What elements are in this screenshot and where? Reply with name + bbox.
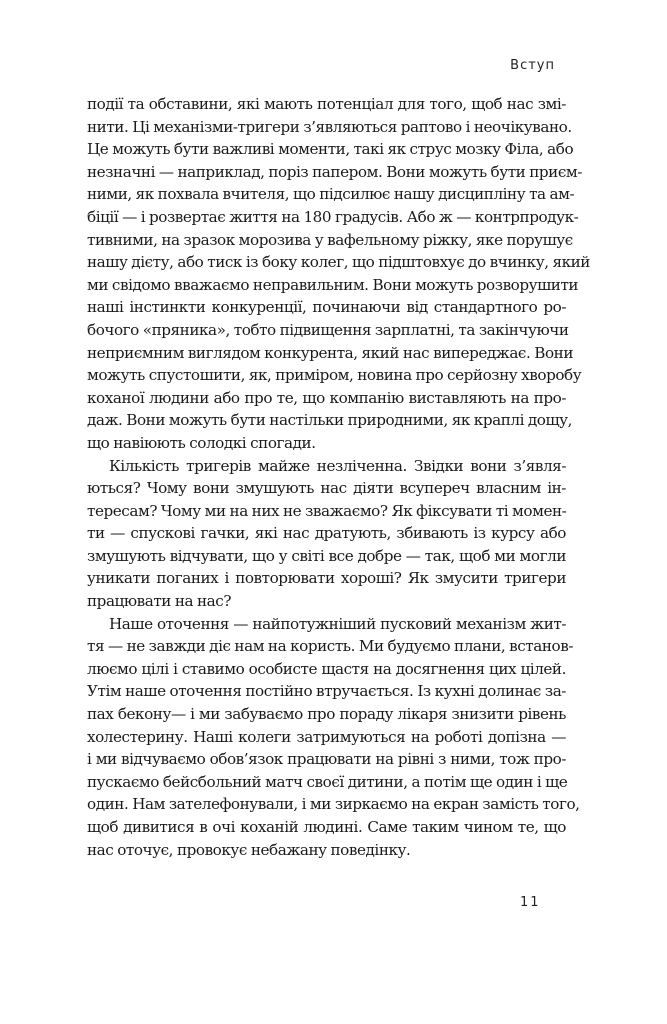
text-line: коханої людини або про те, що компанію виставляють на про- — [87, 388, 566, 407]
text-line: холестерину. Наші колеги затримуються на роботі допізна — — [87, 727, 566, 746]
text-line: події та обставини, які мають потенціал для того, щоб нас змі- — [87, 95, 566, 113]
text-line: тя — не завжди діє нам на користь. Ми будуємо плани, встанов- — [87, 637, 573, 656]
text-line: біції — і розвертає життя на 180 градусів. Або ж — контрпродук- — [87, 207, 579, 226]
text-line: ти — спускові гачки, які нас дратують, збивають із курсу або — [87, 524, 566, 543]
text-line: працювати на нас? — [87, 592, 232, 611]
text-line: Кількість тригерів майже незліченна. Звідки вони з’явля- — [109, 456, 566, 475]
text-line: пускаємо бейсбольний матч своєї дитини, а потім ще один і ще — [87, 772, 568, 791]
paragraph-3 — [87, 613, 580, 862]
text-line: даж. Вони можуть бути настільки природними, як краплі дощу, — [87, 411, 572, 430]
text-line: Утім наше оточення постійно втручається. Із кухні долинає за- — [87, 682, 566, 701]
running-head: Вступ — [510, 58, 555, 73]
text-line: нас оточує, провокує небажану поведінку. — [87, 840, 411, 859]
text-line: люємо цілі і ставимо особисте щастя на досягнення цих цілей. — [87, 659, 566, 678]
text-line: змушують відчувати, що у світі все добре — так, щоб ми могли — [87, 546, 566, 565]
text-line: можуть спустошити, як, приміром, новина про серйозну хворобу — [87, 366, 582, 385]
paragraph-1 — [87, 93, 590, 455]
text-line: неприємним виглядом конкурента, який нас випереджає. Вони — [87, 343, 573, 362]
text-line: один. Нам зателефонували, і ми зиркаємо на екран замість того, — [87, 795, 580, 814]
text-line: уникати поганих і повторювати хороші? Як змусити тригери — [87, 569, 566, 588]
text-line: щоб дивитися в очі коханій людині. Саме таким чином те, що — [87, 818, 566, 836]
text-line: Це можуть бути важливі моменти, такі як струс мозку Філа, або — [87, 140, 574, 159]
page-number: 11 — [520, 895, 541, 910]
paragraph-2 — [87, 455, 566, 613]
text-line: пах бекону— і ми забуваємо про пораду лікаря знизити рівень — [87, 705, 566, 724]
text-line: бочого «пряника», тобто підвищення зарплатні, та закінчуючи — [87, 320, 569, 339]
text-line: нашу дієту, або тиск із боку колег, що підштовхує до вчинку, який — [87, 253, 590, 272]
body-text — [87, 93, 590, 861]
text-line: Наше оточення — найпотужніший пусковий механізм жит- — [109, 614, 566, 633]
text-line: нити. Ці механізми-тригери з’являються раптово і неочікувано. — [87, 117, 572, 136]
text-line: ми свідомо вважаємо неправильним. Вони можуть розворушити — [87, 275, 579, 294]
text-line: що навіюють солодкі спогади. — [87, 433, 316, 452]
text-line: незначні — наприклад, поріз папером. Вони можуть бути приєм- — [87, 162, 582, 181]
text-line: ються? Чому вони змушують нас діяти всупереч власним ін- — [87, 479, 566, 498]
text-line: тивними, на зразок морозива у вафельному ріжку, яке порушує — [87, 230, 573, 249]
text-line: і ми відчуваємо обов’язок працювати на рівні з ними, тож про- — [87, 750, 566, 769]
text-line: тересам? Чому ми на них не зважаємо? Як фіксувати ті момен- — [87, 501, 567, 520]
text-line: ними, як похвала вчителя, що підсилює нашу дисципліну та ам- — [87, 185, 575, 204]
text-line: наші інстинкти конкуренції, починаючи від стандартного ро- — [87, 298, 566, 317]
